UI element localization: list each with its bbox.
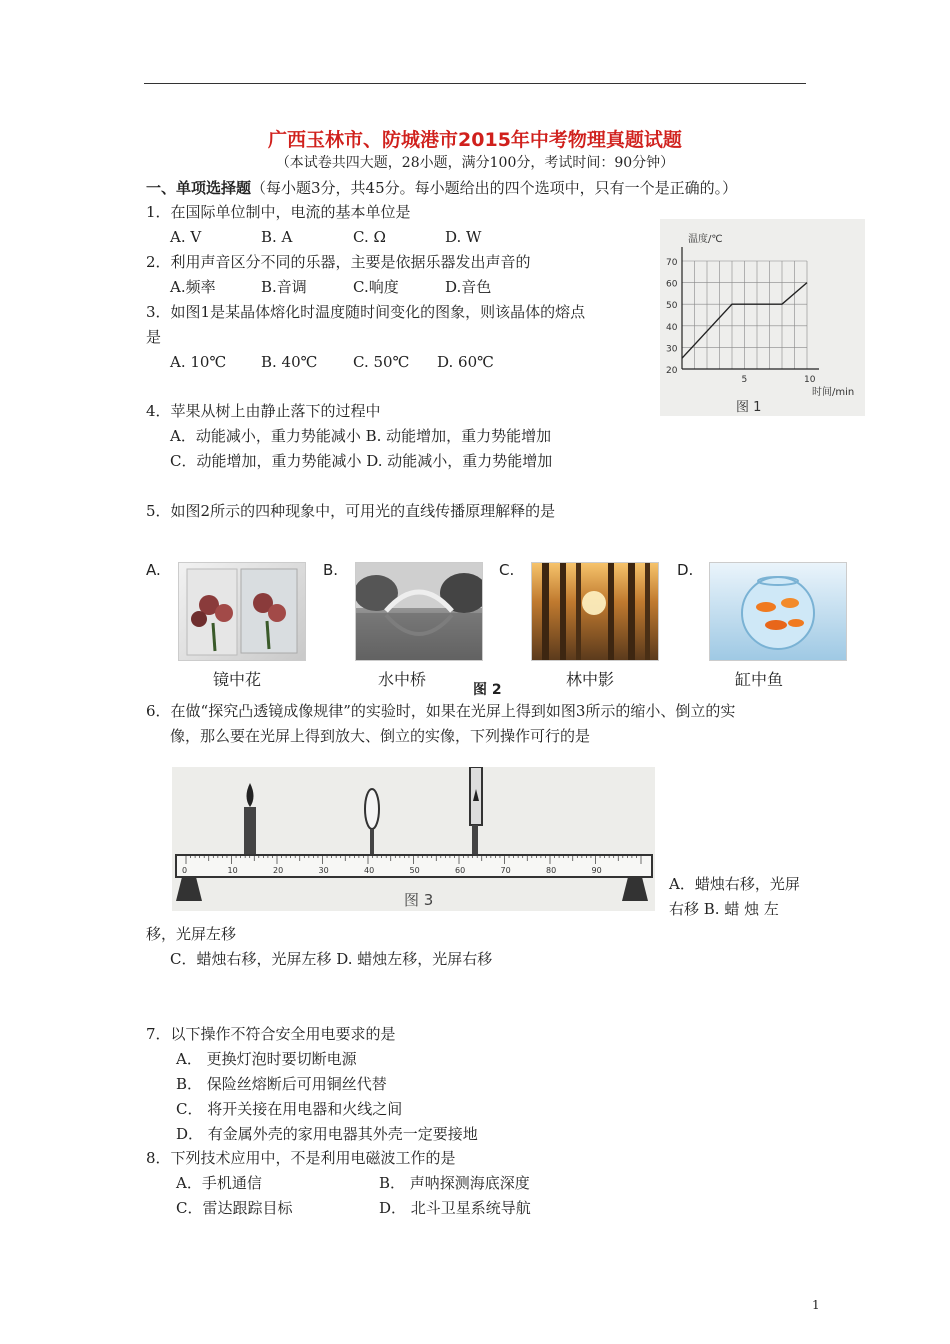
melting-chart <box>660 219 865 416</box>
chart-ylabel: 温度/℃ <box>688 234 723 245</box>
fig2-letter-a: A. <box>146 561 161 579</box>
q6-options-cont: 移，光屏左移 <box>146 925 237 943</box>
question-5-stem: 5．如图2所示的四种现象中，可用光的直线传播原理解释的是 <box>146 502 556 520</box>
optical-bench <box>172 767 655 911</box>
q7-option-c: C． 将开关接在用电器和火线之间 <box>176 1100 403 1118</box>
ruler-tick-label: 0 <box>182 866 188 875</box>
q8-option-a: A．手机通信 <box>176 1174 262 1192</box>
fig2-letter-d: D. <box>677 561 694 579</box>
q1-option-c: C. Ω <box>353 228 386 246</box>
y-tick-label: 20 <box>666 366 678 376</box>
fig2-letter-c: C. <box>499 561 515 579</box>
fig2-letter-b: B. <box>323 561 339 579</box>
fig2-label-c: 林中影 <box>566 670 615 689</box>
question-3-stem: 3．如图1是某晶体熔化时温度随时间变化的图象，则该晶体的熔点 <box>146 303 586 321</box>
chart-tick-labels <box>666 258 816 385</box>
q3-option-c: C. 50℃ <box>353 353 410 371</box>
y-tick-label: 50 <box>666 301 678 312</box>
mirror-flower-photo <box>178 562 306 661</box>
bench-leg-right <box>622 877 648 901</box>
question-4-stem: 4．苹果从树上由静止落下的过程中 <box>146 402 381 420</box>
question-7-stem: 7．以下操作不符合安全用电要求的是 <box>146 1025 396 1043</box>
ruler-tick-label: 90 <box>591 866 602 875</box>
ruler-tick-label: 60 <box>455 866 466 875</box>
page-number: 1 <box>812 1298 820 1312</box>
fig2-label-b: 水中桥 <box>378 670 427 689</box>
page-title: 广西玉林市、防城港市2015年中考物理真题试题 <box>268 129 682 151</box>
bench-leg-left <box>176 877 202 901</box>
figure-1-caption: 图 1 <box>736 400 762 415</box>
q7-option-d: D． 有金属外壳的家用电器其外壳一定要接地 <box>176 1125 478 1143</box>
screen-stand <box>472 825 478 855</box>
question-2-stem: 2．利用声音区分不同的乐器，主要是依据乐器发出声音的 <box>146 253 531 271</box>
q2-option-c: C.响度 <box>353 278 399 296</box>
q8-option-b: B． 声呐探测海底深度 <box>379 1174 530 1192</box>
question-8-stem: 8．下列技术应用中，不是利用电磁波工作的是 <box>146 1149 456 1167</box>
lens-stand <box>370 829 374 855</box>
q1-option-b: B. A <box>261 228 293 246</box>
q7-option-b: B． 保险丝熔断后可用铜丝代替 <box>176 1075 387 1093</box>
q4-options-row-2: C．动能增加，重力势能减小 D. 动能减小，重力势能增加 <box>170 452 553 470</box>
y-tick-label: 30 <box>666 344 678 355</box>
q1-option-a: A. V <box>170 228 202 246</box>
question-6-stem-cont: 像，那么要在光屏上得到放大、倒立的实像，下列操作可行的是 <box>170 727 591 745</box>
q4-options-row-1: A．动能减小，重力势能减小 B. 动能增加，重力势能增加 <box>170 427 552 445</box>
figure-3-caption: 图 3 <box>404 891 434 909</box>
figure-2-caption: 图 2 <box>473 682 502 698</box>
chart-axes <box>682 247 819 369</box>
question-3-stem-cont: 是 <box>146 328 162 346</box>
chart-grid <box>682 261 807 369</box>
y-tick-label: 60 <box>666 279 678 290</box>
section-heading-note: （每小题3分，共45分。每小题给出的四个选项中，只有一个是正确的。） <box>251 179 738 197</box>
x-tick-label: 5 <box>741 375 748 385</box>
fig2-label-a: 镜中花 <box>213 670 262 689</box>
ruler-tick-label: 80 <box>546 866 557 875</box>
q8-option-c: C．雷达跟踪目标 <box>176 1199 293 1217</box>
q3-option-b: B. 40℃ <box>261 353 318 371</box>
q2-option-b: B.音调 <box>261 278 307 296</box>
page-subtitle: （本试卷共四大题，28小题，满分100分，考试时间：90分钟） <box>275 155 675 171</box>
fishbowl-photo <box>709 562 847 661</box>
q8-option-d: D． 北斗卫星系统导航 <box>379 1199 531 1217</box>
candle-flame <box>247 783 254 807</box>
q3-option-d: D. 60℃ <box>437 353 494 371</box>
q1-option-d: D. W <box>445 228 482 246</box>
ruler-tick-label: 30 <box>318 866 329 875</box>
ruler-tick-label: 40 <box>364 866 375 875</box>
convex-lens <box>365 789 379 829</box>
chart-xlabel: 时间/min <box>812 387 855 398</box>
y-tick-label: 70 <box>666 258 678 268</box>
ruler-tick-label: 10 <box>227 866 238 875</box>
fig2-label-d: 缸中鱼 <box>735 670 784 689</box>
q2-option-a: A.频率 <box>170 278 216 296</box>
forest-shadow-photo <box>531 562 659 661</box>
ruler-tick-label: 70 <box>500 866 511 875</box>
ruler-tick-label: 20 <box>273 866 284 875</box>
y-tick-label: 40 <box>666 322 678 333</box>
figure-3 <box>172 767 655 911</box>
question-6-stem: 6．在做“探究凸透镜成像规律”的实验时，如果在光屏上得到如图3所示的缩小、倒立的实 <box>146 702 736 720</box>
q6-options-row-2: C．蜡烛右移，光屏左移 D. 蜡烛左移，光屏右移 <box>170 950 493 968</box>
question-1-stem: 1．在国际单位制中，电流的基本单位是 <box>146 203 411 221</box>
water-bridge-photo <box>355 562 483 661</box>
top-rule <box>144 83 806 84</box>
figure-1 <box>660 219 865 416</box>
q2-option-d: D.音色 <box>445 278 492 296</box>
ruler-tick-label: 50 <box>409 866 420 875</box>
q6-options-side-2: 右移 B. 蜡 烛 左 <box>669 900 779 918</box>
section-heading <box>146 178 737 198</box>
q3-option-a: A. 10℃ <box>170 353 227 371</box>
q6-options-side-1: A．蜡烛右移，光屏 <box>669 875 800 893</box>
q7-option-a: A． 更换灯泡时要切断电源 <box>176 1050 357 1068</box>
section-heading-label: 一、单项选择题 <box>146 179 252 197</box>
x-tick-label: 10 <box>804 375 816 385</box>
candle <box>244 807 256 857</box>
